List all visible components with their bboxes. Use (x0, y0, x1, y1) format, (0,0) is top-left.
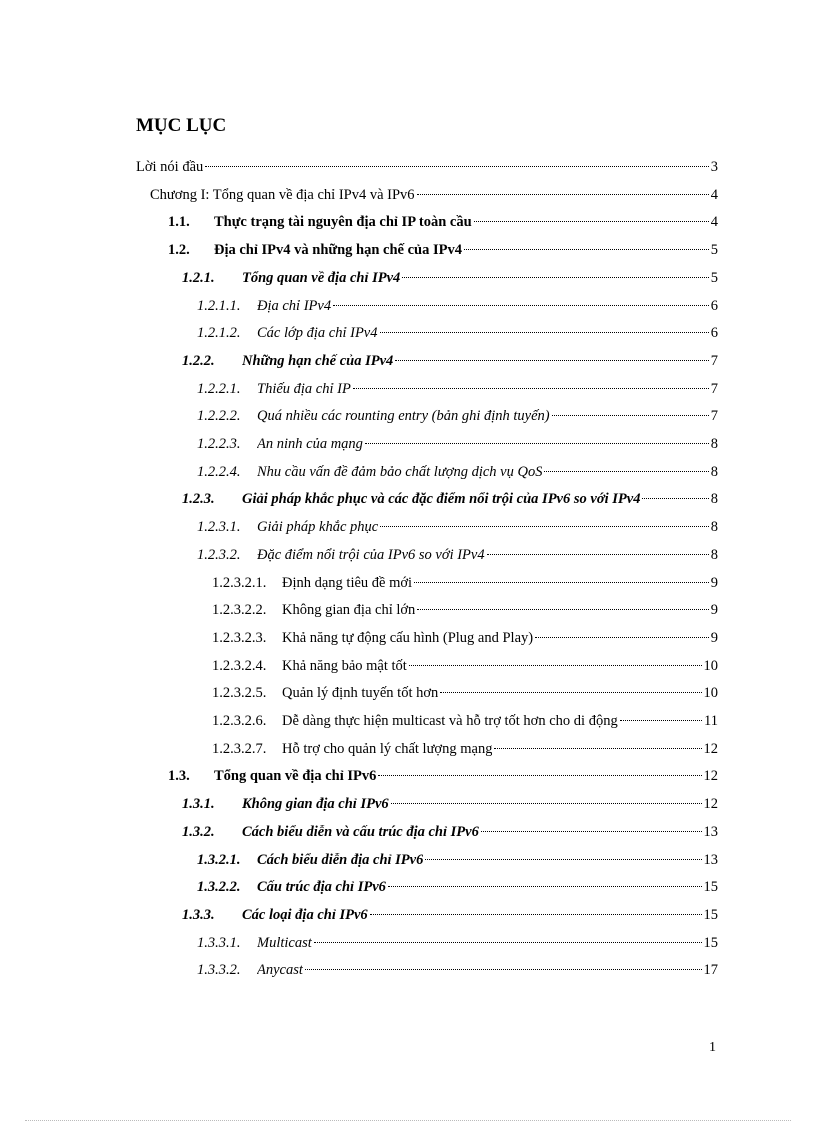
dot-leader (425, 858, 701, 860)
toc-entry-page: 9 (710, 574, 718, 591)
toc-entry-number: 1.2.2. (182, 352, 215, 369)
toc-entry[interactable] (212, 598, 718, 622)
toc-entry-number: 1.2.3.2.4. (212, 657, 267, 674)
bottom-divider (25, 1120, 791, 1121)
toc-entry-title: Anycast (257, 962, 303, 979)
toc-entry-number: 1.2.3. (182, 491, 215, 508)
toc-entry-number: 1.3.2.2. (197, 879, 241, 896)
dot-leader (642, 497, 708, 499)
toc-entry-title: Multicast (257, 934, 312, 951)
toc-entry-number: 1.2.3.1. (197, 519, 241, 536)
toc-entry-page: 12 (703, 768, 718, 785)
toc-entry[interactable] (182, 266, 718, 290)
page-title: MỤC LỤC (136, 115, 227, 136)
toc-entry-title: Cách biểu diễn địa chỉ IPv6 (257, 851, 424, 868)
toc-entry-title: Địa chỉ IPv4 (257, 297, 332, 314)
toc-entry-page: 4 (710, 214, 718, 231)
toc-entry-number: 1.2.1.2. (197, 325, 241, 342)
toc-entry[interactable] (197, 515, 718, 539)
toc-entry-title: An ninh của mạng (257, 436, 363, 452)
toc-entry-title: Giải pháp khắc phục và các đặc điểm nổi trội của IPv6 so với IPv4 (242, 491, 641, 508)
toc-entry[interactable] (150, 183, 718, 207)
toc-entry-page: 10 (703, 685, 718, 702)
toc-entry[interactable] (197, 460, 718, 484)
toc-entry-title: Định dạng tiêu đề mới (282, 574, 413, 591)
toc-entry-title: Hỗ trợ cho quản lý chất lượng mạng (282, 740, 493, 757)
dot-leader (205, 165, 708, 167)
dot-leader (305, 968, 702, 970)
toc-entry-number: 1.2.1. (182, 269, 215, 286)
toc-entry-title: Khả năng bảo mật tốt (282, 657, 407, 674)
toc-entry-page: 10 (703, 657, 718, 674)
toc-entry[interactable] (182, 792, 718, 816)
toc-entry-title: Thiếu địa chỉ IP (257, 380, 351, 397)
dot-leader (417, 608, 708, 610)
dot-leader (535, 636, 709, 638)
dot-leader (378, 774, 701, 776)
toc-entry[interactable] (182, 349, 718, 373)
dot-leader (388, 885, 702, 887)
toc-entry[interactable] (212, 654, 718, 678)
toc-entry-title: Quá nhiều các rounting entry (bản ghi định tuyến) (257, 408, 550, 425)
toc-entry-title: Giải pháp khắc phục (257, 519, 379, 536)
toc-entry[interactable] (197, 377, 718, 401)
toc-entry[interactable] (197, 543, 718, 567)
toc-entry-page: 8 (710, 546, 718, 563)
toc-entry-title: Chương I: Tổng quan về địa chỉ IPv4 và IPv6 (150, 186, 415, 203)
toc-entry-page: 13 (703, 823, 718, 840)
toc-entry-page: 9 (710, 629, 718, 646)
toc-entry-number: 1.2.2.2. (197, 408, 241, 425)
dot-leader (552, 414, 709, 416)
toc-entry[interactable] (182, 820, 718, 844)
toc-entry-number: 1.2.3.2. (197, 546, 241, 563)
toc-entry-page: 8 (710, 491, 718, 508)
dot-leader (391, 802, 702, 804)
toc-entry-title: Nhu cầu vấn đề đảm bảo chất lượng dịch vụ QoS (257, 463, 543, 480)
toc-entry-number: 1.3.2.1. (197, 851, 241, 868)
toc-entry-page: 7 (710, 352, 718, 369)
toc-entry-title: Các loại địa chỉ IPv6 (242, 906, 368, 923)
toc-entry-page: 17 (703, 962, 718, 979)
toc-entry-page: 12 (703, 796, 718, 813)
toc-entry-title: Tổng quan về địa chỉ IPv6 (214, 768, 377, 785)
dot-leader (414, 581, 709, 583)
dot-leader (380, 331, 709, 333)
page-number: 1 (709, 1040, 716, 1055)
toc-entry[interactable] (197, 321, 718, 345)
toc-entry-page: 7 (710, 408, 718, 425)
toc-entry-title: Không gian địa chỉ lớn (282, 602, 416, 619)
toc-entry-number: 1.2.3.2.2. (212, 602, 267, 619)
toc-entry-title: Các lớp địa chỉ IPv4 (257, 325, 378, 342)
dot-leader (314, 941, 702, 943)
toc-entry[interactable] (197, 294, 718, 318)
dot-leader (333, 304, 709, 306)
toc-entry-number: 1.2.2.4. (197, 463, 241, 480)
toc-entry-title: Lời nói đầu (136, 159, 204, 175)
toc-entry-number: 1.2. (168, 242, 190, 259)
toc-entry[interactable] (182, 903, 718, 927)
toc-entry-page: 5 (710, 269, 718, 286)
dot-leader (620, 719, 702, 721)
toc-entry[interactable] (168, 764, 718, 788)
toc-entry[interactable] (168, 238, 718, 262)
toc-entry[interactable] (197, 432, 718, 456)
toc-entry-page: 3 (710, 159, 718, 175)
toc-entry-page: 5 (710, 242, 718, 259)
dot-leader (544, 470, 708, 472)
dot-leader (417, 193, 709, 195)
toc-entry-number: 1.2.3.2.5. (212, 685, 267, 702)
dot-leader (365, 442, 709, 444)
toc-entry-number: 1.3. (168, 768, 190, 785)
toc-entry-page: 6 (710, 297, 718, 314)
toc-entry-number: 1.2.3.2.3. (212, 629, 267, 646)
toc-entry[interactable] (197, 931, 718, 955)
toc-entry-page: 6 (710, 325, 718, 342)
toc-entry-title: Cách biểu diễn và cấu trúc địa chỉ IPv6 (242, 823, 479, 840)
toc-entry-number: 1.2.3.2.7. (212, 740, 267, 757)
toc-entry-page: 4 (710, 186, 718, 203)
toc-entry-page: 8 (710, 436, 718, 452)
dot-leader (464, 248, 709, 250)
dot-leader (494, 747, 701, 749)
toc-entry[interactable] (212, 709, 718, 733)
dot-leader (409, 664, 702, 666)
toc-entry-number: 1.2.3.2.6. (212, 713, 267, 729)
toc-entry-number: 1.2.3.2.1. (212, 574, 267, 591)
toc-entry[interactable] (168, 210, 718, 234)
toc-entry-title: Thực trạng tài nguyên địa chỉ IP toàn cầu (214, 214, 472, 231)
dot-leader (481, 830, 702, 832)
toc-entry-page: 12 (703, 740, 718, 757)
dot-leader (370, 913, 702, 915)
toc-entry-number: 1.2.2.3. (197, 436, 241, 452)
toc-entry[interactable] (197, 875, 718, 899)
toc-entry[interactable] (212, 626, 718, 650)
toc-entry-title: Không gian địa chỉ IPv6 (242, 796, 389, 813)
toc-entry-title: Dễ dàng thực hiện multicast và hỗ trợ tốt hơn cho di động (282, 713, 618, 729)
dot-leader (402, 276, 708, 278)
dot-leader (440, 691, 701, 693)
toc-entry[interactable] (197, 958, 718, 982)
toc-entry-title: Những hạn chế của IPv4 (242, 352, 394, 369)
toc-entry-number: 1.3.1. (182, 796, 215, 813)
toc-entry-page: 13 (703, 851, 718, 868)
toc-entry-title: Tổng quan về địa chỉ IPv4 (242, 269, 401, 286)
dot-leader (380, 525, 709, 527)
toc-entry-title: Khả năng tự động cấu hình (Plug and Play) (282, 629, 534, 646)
toc-entry-page: 15 (703, 879, 718, 896)
dot-leader (487, 553, 709, 555)
toc-entry-number: 1.2.1.1. (197, 297, 241, 314)
toc-entry-number: 1.3.3. (182, 906, 215, 923)
toc-entry-page: 15 (703, 906, 718, 923)
toc-entry-title: Địa chỉ IPv4 và những hạn chế của IPv4 (214, 242, 462, 259)
dot-leader (353, 387, 709, 389)
toc-entry-page: 11 (704, 713, 718, 729)
toc-entry[interactable] (212, 737, 718, 761)
toc-entry-number: 1.3.3.1. (197, 934, 241, 951)
toc-entry-title: Cấu trúc địa chỉ IPv6 (257, 879, 386, 896)
toc-entry-page: 8 (710, 519, 718, 536)
toc-entry[interactable] (197, 404, 718, 428)
toc-entry-page: 9 (710, 602, 718, 619)
toc-entry-title: Quản lý định tuyến tốt hơn (282, 685, 439, 702)
toc-entry-title: Đặc điểm nổi trội của IPv6 so với IPv4 (257, 546, 485, 563)
toc-entry-number: 1.3.3.2. (197, 962, 241, 979)
toc-entry[interactable] (212, 571, 718, 595)
dot-leader (474, 220, 709, 222)
toc-entry[interactable] (182, 487, 718, 511)
toc-entry[interactable] (212, 681, 718, 705)
toc-entry[interactable] (136, 155, 718, 179)
toc-entry[interactable] (197, 848, 718, 872)
dot-leader (395, 359, 708, 361)
toc-entry-page: 15 (703, 934, 718, 951)
toc-entry-page: 7 (710, 380, 718, 397)
toc-entry-number: 1.3.2. (182, 823, 215, 840)
toc-entry-number: 1.1. (168, 214, 190, 231)
toc-entry-page: 8 (710, 463, 718, 480)
toc-entry-number: 1.2.2.1. (197, 380, 241, 397)
